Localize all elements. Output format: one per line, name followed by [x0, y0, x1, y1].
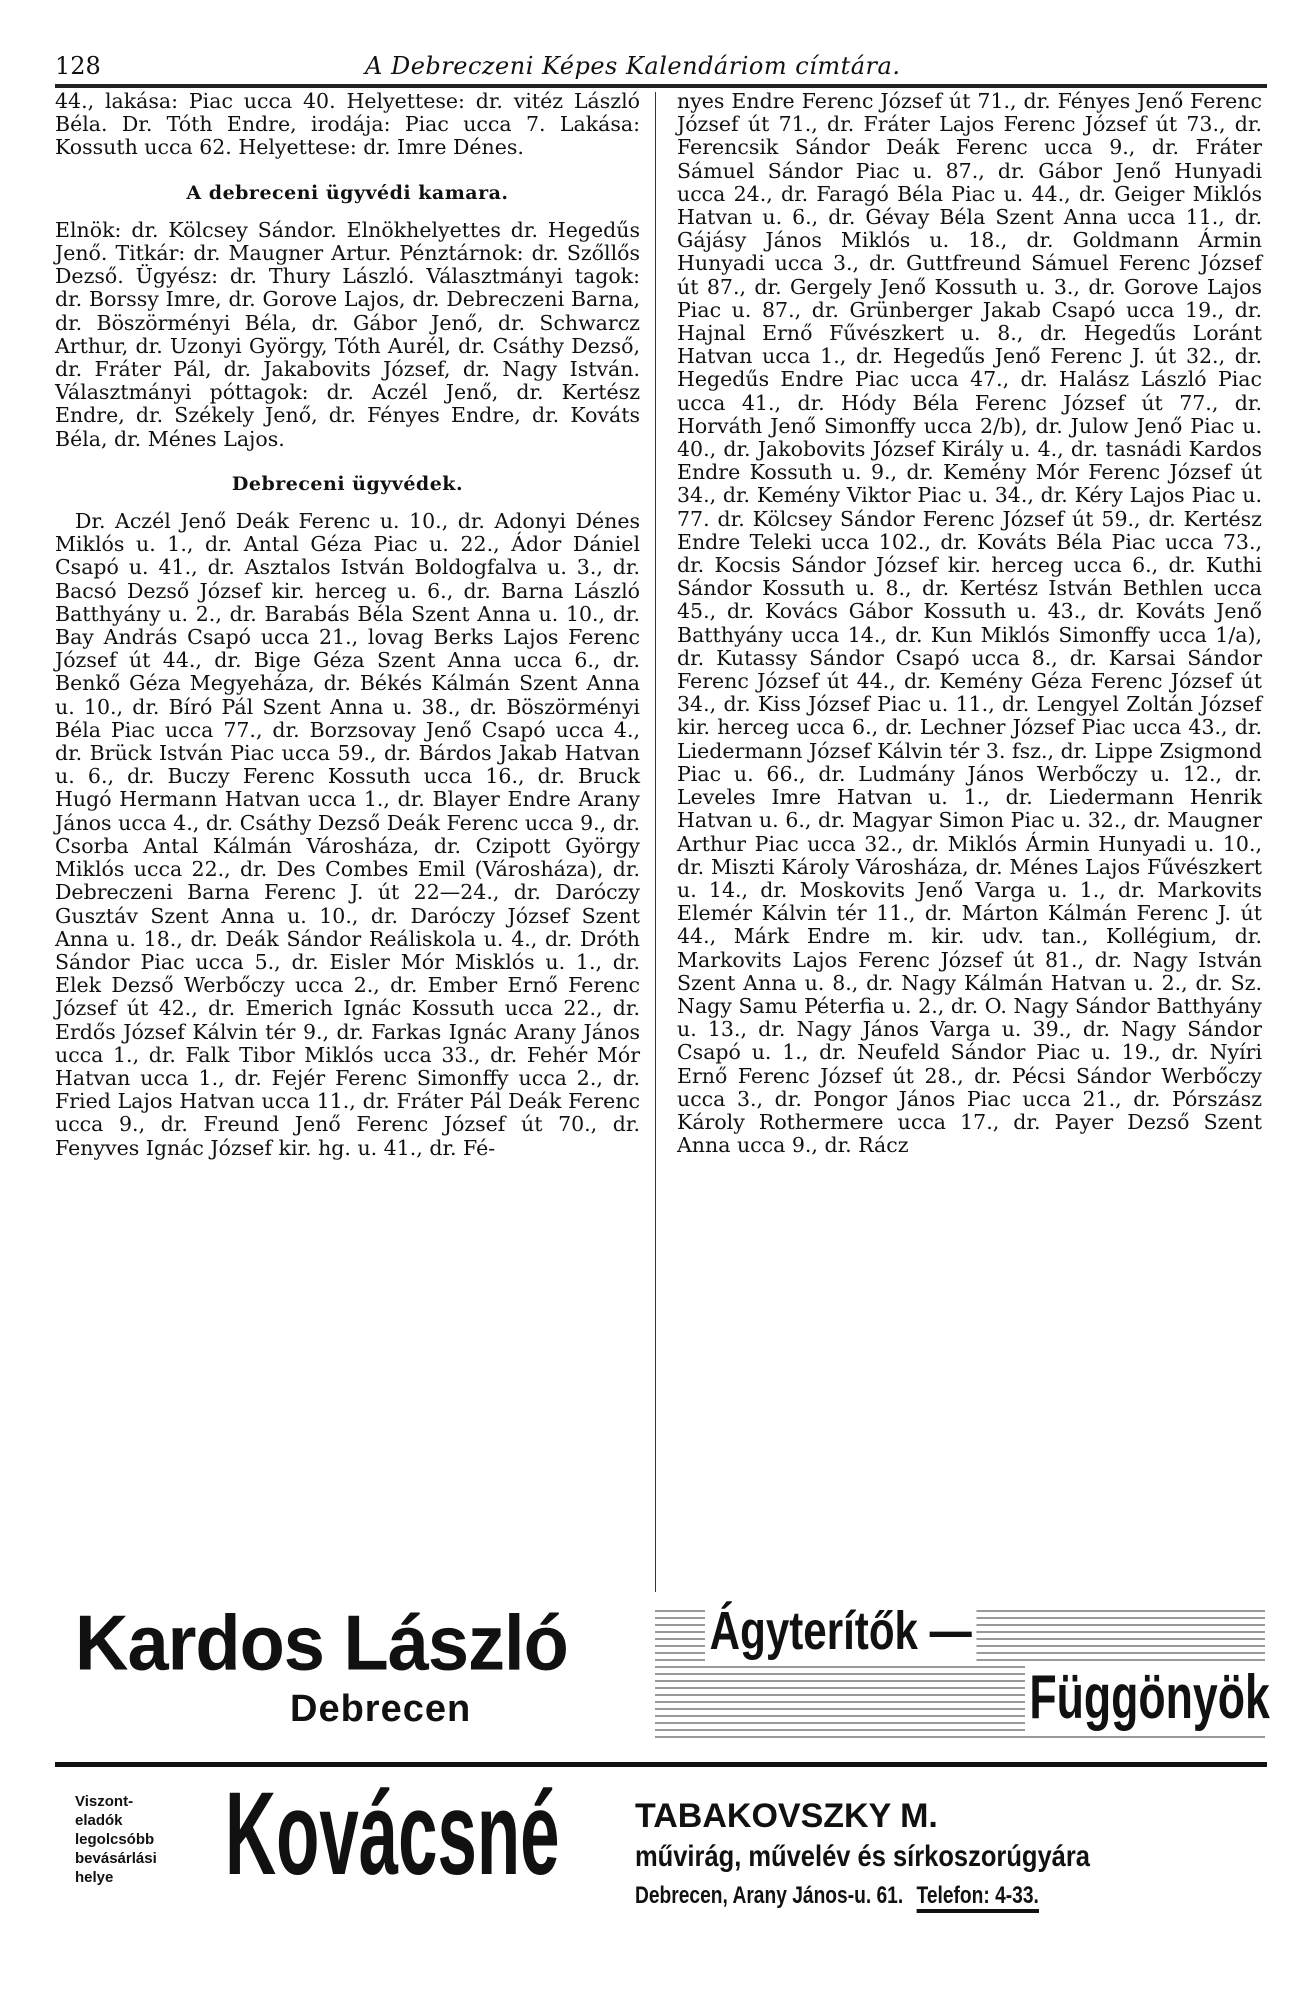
tagline-line: helye: [75, 1869, 114, 1886]
section-heading-lawyers: Debreceni ügyvédek.: [231, 472, 464, 495]
advert-rule: [55, 1762, 1267, 1767]
advert-kardos: [55, 1598, 1270, 1755]
advert-tabakovszky-contact: [635, 1882, 1039, 1910]
advert-kardos-product1: Ágyterítők —: [705, 1600, 976, 1662]
header-rule: [55, 84, 1267, 88]
advert-tabakovszky-phone: Telefon: 4-33.: [917, 1882, 1039, 1913]
left-column: [55, 90, 640, 1160]
advert-kovacsne-name: Kovácsné: [225, 1768, 560, 1900]
advert-kardos-name: Kardos László: [75, 1598, 568, 1687]
tagline-line: eladók: [75, 1812, 123, 1829]
advert-kovacsne-tagline: [75, 1792, 185, 1887]
right-column: [677, 90, 1262, 1157]
advert-kovacsne-tabakovszky: [55, 1768, 1267, 1912]
running-title: A Debreczeni Képes Kalendáriom címtára.: [365, 52, 901, 80]
page-header: [55, 52, 1267, 82]
column-divider: [655, 92, 656, 1592]
advert-tabakovszky-address: Debrecen, Arany János-u. 61.: [635, 1882, 904, 1909]
tagline-line: bevásárlási: [75, 1850, 157, 1867]
page-number: 128: [55, 52, 101, 80]
advert-tabakovszky-business: művirág, művelév és sírkoszorúgyára: [635, 1840, 1090, 1873]
tagline-line: legolcsóbb: [75, 1831, 155, 1848]
lawyers-paragraph: Dr. Aczél Jenő Deák Ferenc u. 10., dr. Adonyi Dénes Miklós u. 1., dr. Antal Géza Piac u. 22., Ádor Dániel Csapó u. 41., dr. Asztalos István Boldogfalva u. 3., dr. Bacsó Dezső József kir. herceg u. 6., dr. Barna László Batthyány u. 2., dr. Barabás Béla Szent Anna u. 10., dr. Bay András Csapó ucca 21., lovag Berks Lajos Ferenc József út 44., dr. Bige Géza Szent Anna ucca 6., dr. Benkő Géza Megyeháza, dr. Békés Kálmán Szent Anna u. 10., dr. Bíró Pál Szent Anna u. 38., dr. Böszörményi Béla Piac ucca 77., dr. Borzsovay Jenő Csapó ucca 4., dr. Brück István Piac ucca 59., dr. Bárdos Jakab Hatvan u. 6., dr. Buczy Ferenc Kossuth ucca 16., dr. Bruck Hugó Hermann Hatvan ucca 1., dr. Blayer Endre Arany János ucca 4., dr. Csáthy Dezső Deák Ferenc ucca 9., dr. Csorba Antal Kálmán Városháza, dr. Czipott György Miklós ucca 22., dr. Des Combes Emil (Városháza), dr. Debreczeni Barna Ferenc J. út 22—24., dr. Daróczy Gusztáv Szent Anna u. 10., dr. Daróczy József Szent Anna u. 18., dr. Deák Sándor Reáliskola u. 4., dr. Dróth Sándor Piac ucca 5., dr. Eisler Mór Misklós u. 1., dr. Elek Dezső Werbőczy ucca 2., dr. Ember Ernő Ferenc József út 42., dr. Emerich Ignác Kossuth ucca 22., dr. Erdős József Kálvin tér 9., dr. Farkas Ignác Arany János ucca 1., dr. Falk Tibor Miklós ucca 33., dr. Fehér Mór Hatvan ucca 1., dr. Fejér Ferenc Simonffy ucca 2., dr. Fried Lajos Hatvan ucca 11., dr. Fráter Pál Deák Ferenc ucca 9., dr. Freund Jenő Ferenc József út 70., dr. Fenyves Ignác József kir. hg. u. 41., dr. Fé-: [55, 509, 640, 1160]
bar-association-paragraph: Elnök: dr. Kölcsey Sándor. Elnökhelyettes dr. Hegedűs Jenő. Titkár: dr. Maugner Artur. Pénztárnok: dr. Szőllős Dezső. Ügyész: dr. Thury László. Választmányi tagok: dr. Borssy Imre, dr. Gorove Lajos, dr. Debreczeni Barna, dr. Böszörményi Béla, dr. Gábor Jenő, dr. Schwarcz Arthur, dr. Uzonyi György, Tóth Aurél, dr. Csáthy Dezső, dr. Fráter Pál, dr. Jakabovits József, dr. Nagy István. Választmányi póttagok: dr. Aczél Jenő, dr. Kertész Endre, dr. Székely Jenő, dr. Fényes Endre, dr. Kováts Béla, dr. Ménes Lajos.: [55, 217, 640, 451]
lawyers-continued-paragraph: nyes Endre Ferenc József út 71., dr. Fényes Jenő Ferenc József út 71., dr. Fráter Lajos Ferenc József út 73., dr. Ferencsik Sándor Deák Ferenc ucca 9., dr. Fráter Sámuel Sándor Piac u. 87., dr. Gábor Jenő Hunyadi ucca 24., dr. Faragó Béla Piac u. 44., dr. Geiger Miklós Hatvan u. 6., dr. Gévay Béla Szent Anna ucca 11., dr. Gájásy János Miklós u. 18., dr. Goldmann Ármin Hunyadi ucca 3., dr. Guttfreund Sámuel Ferenc József út 87., dr. Gergely Jenő Kossuth u. 3., dr. Gorove Lajos Piac u. 87., dr. Grünberger Jakab Csapó ucca 19., dr. Hajnal Ernő Fűvészkert u. 8., dr. Hegedűs Loránt Hatvan ucca 1., dr. Hegedűs Jenő Ferenc J. út 32., dr. Hegedűs Endre Piac ucca 47., dr. Halász László Piac ucca 41., dr. Hódy Béla Ferenc József út 77., dr. Horváth Jenő Simonffy ucca 2/b), dr. Julow Jenő Piac u. 40., dr. Jakobovits József Király u. 4., dr. tasnádi Kardos Endre Kossuth u. 9., dr. Kemény Mór Ferenc József út 34., dr. Kemény Viktor Piac u. 34., dr. Kéry Lajos Piac u. 77. dr. Kölcsey Sándor Ferenc József út 59., dr. Kertész Endre Teleki ucca 102., dr. Kováts Béla Piac ucca 73., dr. Kocsis Sándor József kir. herceg ucca 6., dr. Kuthi Sándor Kossuth u. 8., dr. Kertész István Bethlen ucca 45., dr. Kovács Gábor Kossuth u. 43., dr. Kováts Jenő Batthyány ucca 14., dr. Kun Miklós Simonffy ucca 1/a), dr. Kutassy Sándor Csapó ucca 8., dr. Karsai Sándor Ferenc József út 44., dr. Kemény Géza Ferenc József út 34., dr. Kiss József Piac u. 11., dr. Lengyel Zoltán József kir. herceg ucca 6., dr. Lechner József Piac ucca 43., dr. Liedermann József Kálvin tér 3. fsz., dr. Lippe Zsigmond Piac u. 66., dr. Ludmány János Werbőczy u. 12., dr. Leveles Imre Hatvan u. 1., dr. Liedermann Henrik Hatvan u. 6., dr. Magyar Simon Piac u. 32., dr. Maugner Arthur Piac ucca 32., dr. Miklós Ármin Hunyadi u. 10., dr. Miszti Károly Városháza, dr. Ménes Lajos Fűvészkert u. 14., dr. Moskovits Jenő Varga u. 1., dr. Markovits Elemér Kálvin tér 11., dr. Márton Kálmán Ferenc J. út 44., Márk Endre m. kir. udv. tan., Kollégium, dr. Markovits Lajos Ferenc József út 81., dr. Nagy István Szent Anna u. 8., dr. Nagy Kálmán Hatvan u. 2., dr. Sz. Nagy Samu Péterfia u. 2., dr. O. Nagy Sándor Batthyány u. 13., dr. Nagy János Varga u. 39., dr. Nagy Sándor Csapó u. 1., dr. Neufeld Sándor Piac u. 19., dr. Nyíri Ernő Ferenc József út 28., dr. Pécsi Sándor Werbőczy ucca 3., dr. Pongor János Piac ucca 21., dr. Pórszász Károly Rothermere ucca 17., dr. Payer Dezső Szent Anna ucca 9., dr. Rácz: [677, 89, 1262, 1158]
section-heading-bar-association: A debreceni ügyvédi kamara.: [186, 181, 509, 204]
advert-kardos-city: Debrecen: [290, 1688, 472, 1730]
tagline-line: Viszont-: [75, 1793, 134, 1810]
advert-tabakovszky-name: TABAKOVSZKY M.: [635, 1797, 938, 1835]
intro-paragraph: 44., lakása: Piac ucca 40. Helyettese: dr. vitéz László Béla. Dr. Tóth Endre, irodája: Piac ucca 7. Lakása: Kossuth ucca 62. Helyettese: dr. Imre Dénes.: [55, 89, 640, 160]
advert-kardos-product2: Függönyök: [1025, 1662, 1274, 1733]
